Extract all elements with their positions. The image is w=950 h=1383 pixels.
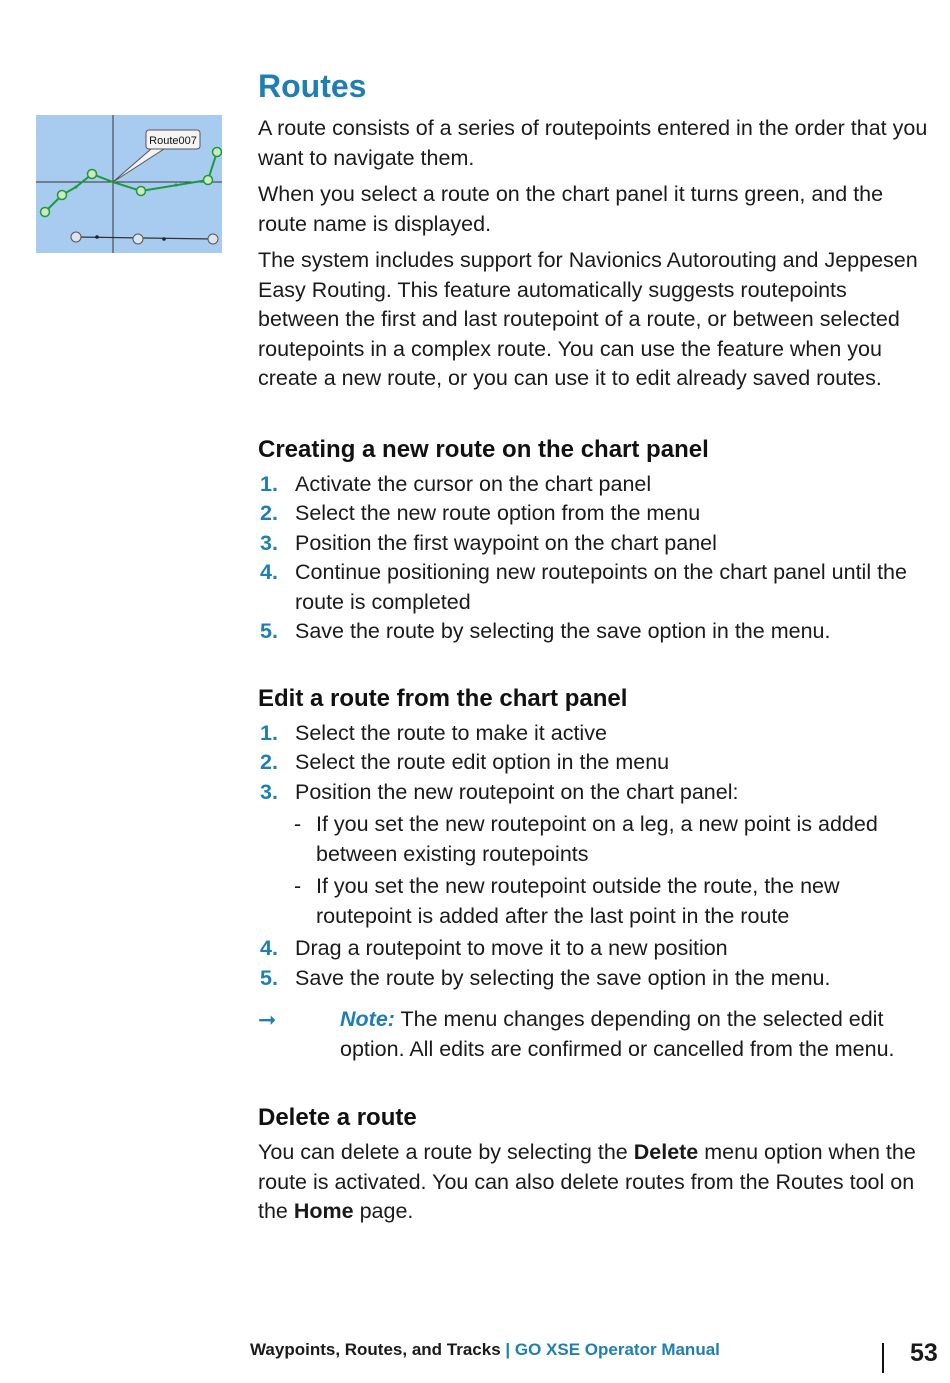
step-text: Save the route by selecting the save option in the menu.: [295, 965, 831, 990]
step-number: 2.: [260, 501, 278, 525]
note-text: The menu changes depending on the selected edit option. All edits are confirmed or cancelled from the menu.: [340, 1007, 895, 1061]
substep-text: If you set the new routepoint on a leg, a new point is added between existing routepoints: [316, 812, 878, 866]
list-item: [258, 719, 928, 749]
dash-marker: -: [294, 812, 302, 836]
page-content: [258, 66, 928, 1234]
arrow-right-icon: ➞: [258, 1007, 277, 1032]
edit-route-substeps: [258, 810, 928, 931]
list-item: [258, 778, 928, 808]
route-chart-image: [36, 115, 222, 253]
intro-paragraph-2: When you select a route on the chart panel it turns green, and the route name is displayed.: [258, 182, 884, 236]
edit-route-section: [258, 683, 928, 1065]
delete-text-2: menu option when the route is activated. You can also delete routes from the Routes tool on the: [258, 1140, 916, 1223]
delete-text-1: You can delete a route by selecting the: [258, 1140, 634, 1164]
edit-route-steps-continued: [258, 934, 928, 993]
footer-chapter: Waypoints, Routes, and Tracks: [250, 1340, 501, 1359]
step-text: Select the new route option from the menu: [295, 501, 701, 525]
list-item: [258, 964, 928, 994]
step-number: 5.: [260, 619, 278, 643]
sub-list-item: [258, 872, 928, 931]
delete-route-paragraph: [258, 1138, 928, 1227]
edit-route-heading: Edit a route from the chart panel: [258, 684, 628, 712]
step-text: Position the first waypoint on the chart panel: [295, 530, 717, 555]
step-text: Continue positioning new routepoints on the chart panel until the route is completed: [295, 560, 907, 614]
step-number: 3.: [260, 779, 278, 804]
step-text: Select the route to make it active: [295, 720, 607, 745]
home-bold-term: Home: [293, 1199, 354, 1223]
list-item: [258, 617, 928, 647]
create-route-section: [258, 434, 928, 647]
list-item: [258, 470, 928, 500]
step-number: 2.: [260, 750, 278, 774]
create-route-heading: Creating a new route on the chart panel: [258, 435, 709, 463]
page-footer: [250, 1340, 720, 1360]
footer-separator: |: [505, 1340, 511, 1359]
step-text: Position the new routepoint on the chart panel:: [295, 779, 739, 804]
intro-paragraph-3: The system includes support for Navionics Autorouting and Jeppesen Easy Routing. This feature automatically suggests routepoints between the first and last routepoint of a route, or between selected routepoints in a complex route. You can use the feature when you create a new route, or you can use it to edit already saved routes.: [258, 248, 918, 390]
delete-text-3: page.: [353, 1199, 414, 1223]
substep-text: If you set the new routepoint outside the route, the new routepoint is added after the last point in the route: [316, 874, 840, 928]
note-label: Note:: [340, 1007, 395, 1031]
step-number: 5.: [260, 965, 278, 990]
delete-route-heading: Delete a route: [258, 1104, 417, 1131]
list-item: [258, 529, 928, 559]
page-number: 53: [910, 1339, 938, 1367]
route-name-label: Route007: [149, 135, 197, 147]
route-illustration: [36, 115, 222, 253]
list-item: [258, 748, 928, 778]
delete-route-section: [258, 1102, 928, 1227]
note-block: [258, 1005, 928, 1064]
step-number: 3.: [260, 530, 278, 555]
step-number: 1.: [260, 471, 278, 496]
intro-paragraph-1: A route consists of a series of routepoints entered in the order that you want to navigate them.: [258, 116, 928, 170]
step-text: Activate the cursor on the chart panel: [295, 471, 652, 496]
sub-list-item: [258, 810, 928, 869]
step-number: 4.: [260, 936, 278, 960]
list-item: [258, 934, 928, 964]
list-item: [258, 499, 928, 529]
delete-bold-term: Delete: [633, 1140, 699, 1164]
step-text: Drag a routepoint to move it to a new position: [295, 936, 728, 960]
dash-marker: -: [294, 874, 302, 898]
list-item: [258, 558, 928, 617]
footer-manual-title: GO XSE Operator Manual: [514, 1340, 720, 1359]
step-text: Save the route by selecting the save option in the menu.: [295, 619, 831, 643]
page-title: Routes: [258, 68, 367, 104]
step-text: Select the route edit option in the menu: [295, 750, 670, 774]
step-number: 1.: [260, 720, 278, 745]
edit-route-steps: [258, 719, 928, 808]
footer-divider: [882, 1343, 884, 1373]
create-route-steps: [258, 470, 928, 647]
step-number: 4.: [260, 560, 278, 584]
